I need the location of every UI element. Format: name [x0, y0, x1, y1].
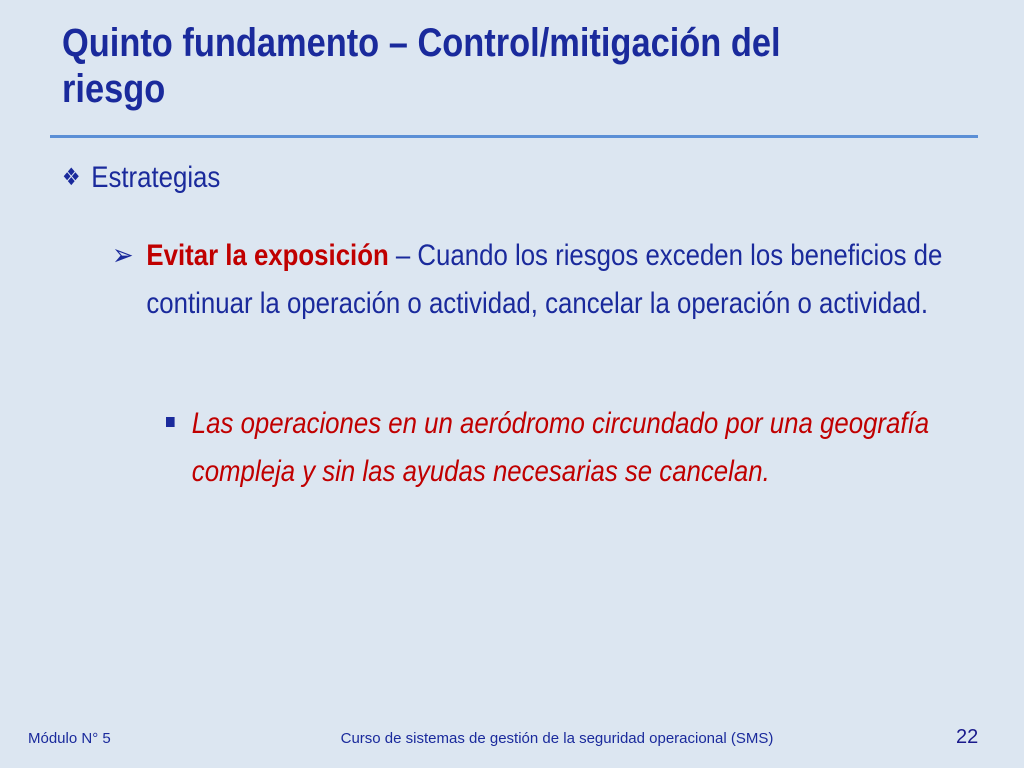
highlight-term: Evitar la exposición — [146, 239, 389, 272]
bullet-level-2-text — [146, 232, 963, 328]
slide-title: Quinto fundamento – Control/mitigación del riesgo — [62, 21, 781, 111]
bullet-level-3 — [166, 400, 940, 496]
title-divider — [50, 135, 978, 138]
diamond-cluster-icon: ❖ — [62, 164, 81, 191]
bullet-level-1-text: Estrategias — [91, 161, 221, 194]
square-bullet-icon — [166, 417, 175, 427]
page-number: 22 — [956, 726, 979, 748]
arrow-right-icon: ➢ — [112, 239, 134, 272]
bullet-level-2 — [112, 232, 963, 328]
bullet-level-2-description: – Cuando los riesgos exceden los beneficios de continuar la operación o actividad, cancelar la operación o actividad. — [146, 239, 943, 320]
footer-course: Curso de sistemas de gestión de la seguridad operacional (SMS) — [340, 730, 774, 747]
footer-module: Módulo N° 5 — [28, 730, 111, 747]
bullet-level-3-text: Las operaciones en un aeródromo circundado por una geografía compleja y sin las ayudas necesarias se cancelan. — [191, 407, 930, 488]
bullet-level-1 — [62, 158, 220, 198]
